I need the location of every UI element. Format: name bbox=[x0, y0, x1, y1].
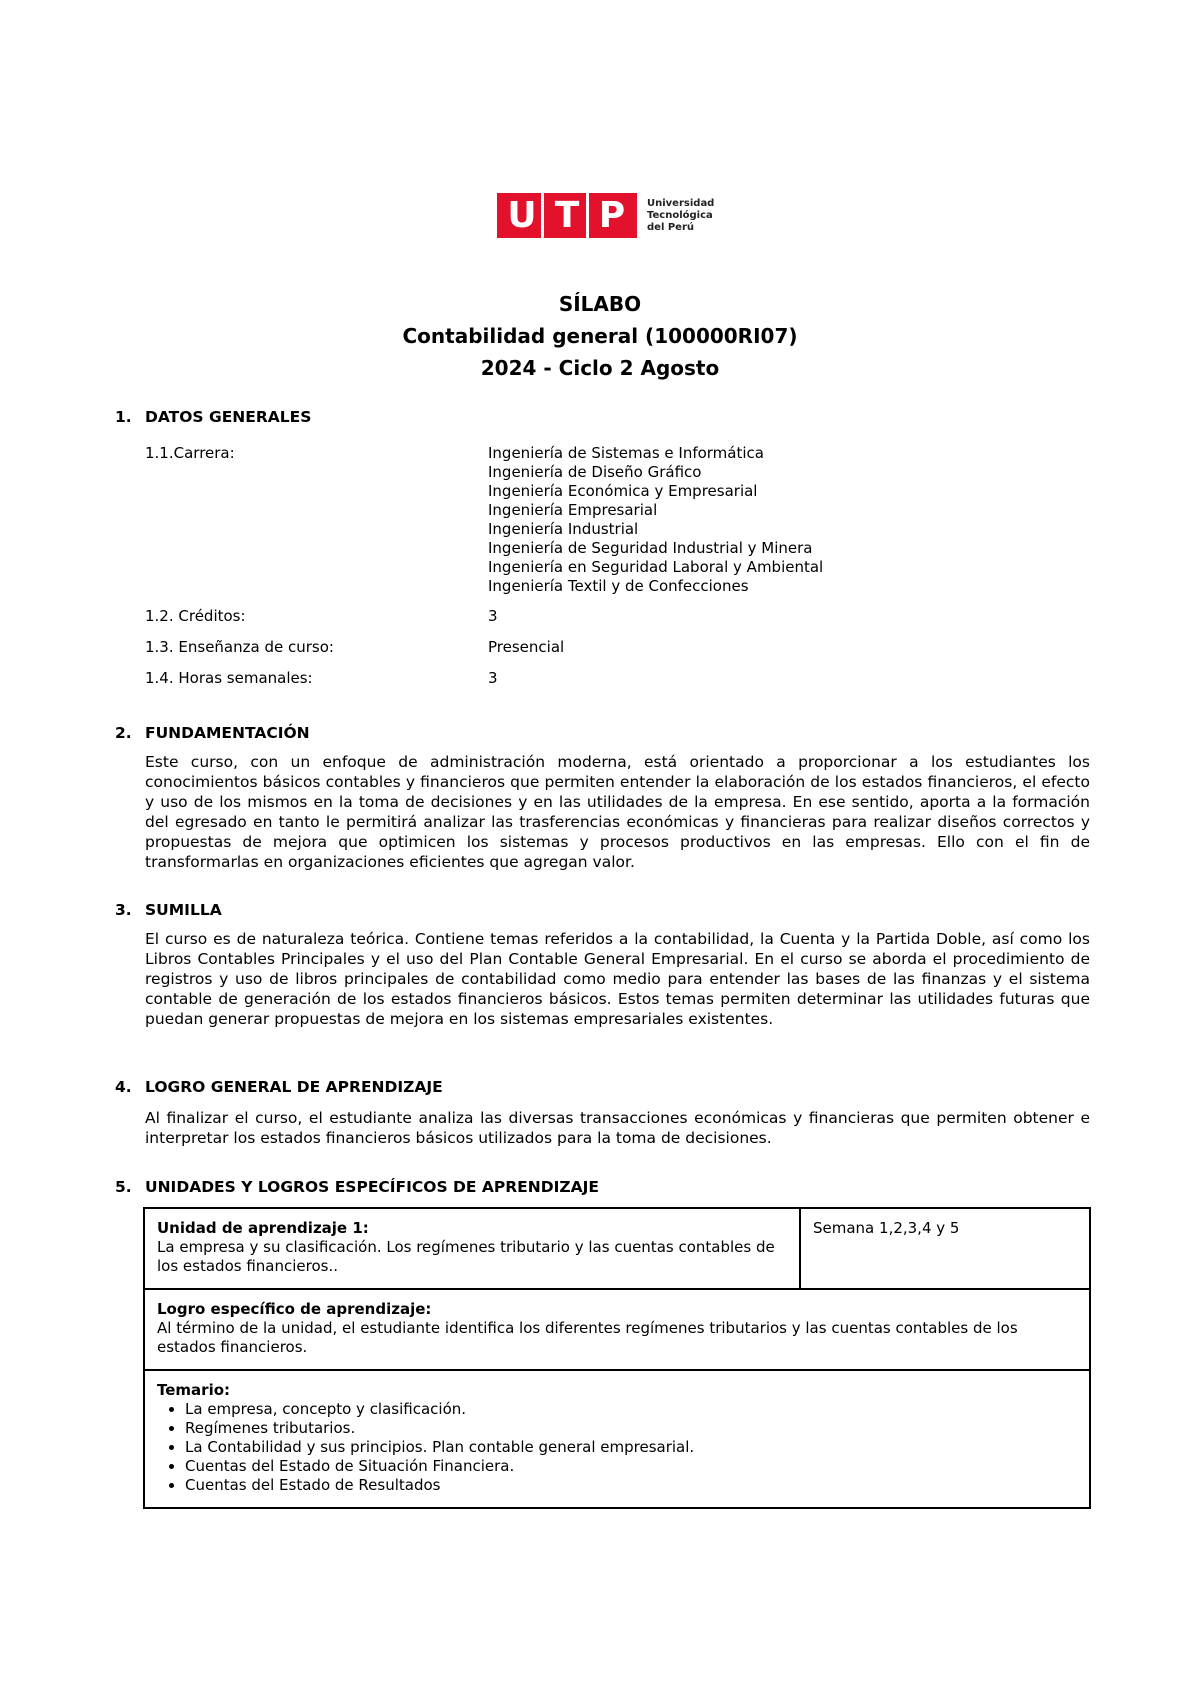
temario-list bbox=[157, 1400, 1077, 1495]
logro-title: Logro específico de aprendizaje: bbox=[157, 1300, 432, 1318]
title-silabo: SÍLABO bbox=[558, 292, 642, 316]
section-logro-general bbox=[115, 1078, 1090, 1148]
carrera-item: Ingeniería de Sistemas e Informática bbox=[488, 444, 764, 462]
creditos-row bbox=[145, 607, 1090, 626]
creditos-value: 3 bbox=[488, 607, 498, 625]
carrera-item: Ingeniería de Seguridad Industrial y Minera bbox=[488, 539, 813, 557]
unit-title: Unidad de aprendizaje 1: bbox=[157, 1219, 369, 1237]
section-title: FUNDAMENTACIÓN bbox=[145, 724, 310, 742]
fundamentacion-text: Este curso, con un enfoque de administración moderna, está orientado a proporcionar a los estudiantes los conocimientos básicos contables y financieros que permiten entender la elaboración de los estados financieros, el efecto y uso de los mismos en la toma de decisiones y en las utilidades de la empresa. En ese sentido, aporta a la formación del egresado en tanto le permitirá analizar las trasferencias económicas y financieras para realizar diseños correctos y propuestas de mejora que optimicen los sistemas y procesos productivos en las empresas. Ello con el fin de transformarlas en organizaciones eficientes que agregan valor. bbox=[145, 753, 1090, 871]
unit-table bbox=[143, 1207, 1091, 1509]
carrera-item: Ingeniería Textil y de Confecciones bbox=[488, 577, 749, 595]
section-number: 3. bbox=[115, 901, 132, 919]
logo-letter-p: P bbox=[593, 193, 631, 238]
temario-cell bbox=[144, 1370, 1090, 1508]
carrera-item: Ingeniería de Diseño Gráfico bbox=[488, 463, 702, 481]
temario-item: • Cuentas del Estado de Situación Financiera. bbox=[185, 1457, 1077, 1476]
logo-text-line: Universidad bbox=[647, 197, 715, 209]
logro-description: Al término de la unidad, el estudiante identifica los diferentes regímenes tributarios y las cuentas contables de los estados financieros. bbox=[157, 1319, 1018, 1356]
logo-text-line: del Perú bbox=[647, 221, 695, 233]
logo-letter-t: T bbox=[548, 193, 589, 238]
section-heading bbox=[115, 1078, 1090, 1096]
temario-item: • Cuentas del Estado de Resultados bbox=[185, 1476, 1077, 1495]
logro-general-text: Al finalizar el curso, el estudiante analiza las diversas transacciones económicas y financieras que permiten obtener e interpretar los estados financieros básicos utilizados para la toma de decisiones. bbox=[145, 1109, 1090, 1147]
logo-text-line: Tecnológica bbox=[647, 209, 713, 221]
document-title bbox=[0, 288, 1200, 384]
logo-letter-u: U bbox=[503, 193, 544, 238]
ensenanza-label: 1.3. Enseñanza de curso: bbox=[145, 638, 334, 656]
sumilla-text: El curso es de naturaleza teórica. Contiene temas referidos a la contabilidad, la Cuenta y la Partida Doble, así como los Libros Contables Principales y el uso del Plan Contable General Empresarial. En el curso se aborda el procedimiento de registros y uso de libros principales de contabilidad como medio para entender las bases de las finanzas y el sistema contable de generación de los estados financieros básicos. Estos temas permiten determinar las utilidades futuras que puedan generar propuestas de mejora en los sistemas empresariales existentes. bbox=[145, 930, 1090, 1028]
temario-title: Temario: bbox=[157, 1381, 231, 1399]
unit-row bbox=[144, 1208, 1090, 1289]
section-unidades bbox=[115, 1178, 1090, 1196]
section-title: LOGRO GENERAL DE APRENDIZAJE bbox=[145, 1078, 443, 1096]
unit-cell bbox=[144, 1208, 800, 1289]
carrera-row bbox=[145, 444, 1090, 596]
temario-item: • Regímenes tributarios. bbox=[185, 1419, 1077, 1438]
temario-item: • La Contabilidad y sus principios. Plan contable general empresarial. bbox=[185, 1438, 1077, 1457]
carrera-item: Ingeniería Empresarial bbox=[488, 501, 658, 519]
horas-value: 3 bbox=[488, 669, 498, 687]
section-title: DATOS GENERALES bbox=[145, 408, 312, 426]
section-number: 1. bbox=[115, 408, 132, 426]
carrera-item: Ingeniería Económica y Empresarial bbox=[488, 482, 758, 500]
temario-item: • La empresa, concepto y clasificación. bbox=[185, 1400, 1077, 1419]
logro-cell bbox=[144, 1289, 1090, 1370]
utp-logo-mark bbox=[497, 193, 637, 238]
section-fundamentacion bbox=[115, 724, 1090, 872]
logro-row bbox=[144, 1289, 1090, 1370]
section-heading bbox=[115, 724, 1090, 742]
section-datos-generales bbox=[115, 408, 1090, 688]
utp-logo bbox=[497, 193, 714, 238]
utp-logo-text bbox=[647, 198, 714, 234]
carrera-item: Ingeniería Industrial bbox=[488, 520, 639, 538]
carrera-list bbox=[488, 444, 823, 596]
title-cycle: 2024 - Ciclo 2 Agosto bbox=[480, 356, 720, 380]
semana-text: Semana 1,2,3,4 y 5 bbox=[813, 1219, 960, 1237]
ensenanza-row bbox=[145, 638, 1090, 657]
carrera-item: Ingeniería en Seguridad Laboral y Ambiental bbox=[488, 558, 824, 576]
unit-description: La empresa y su clasificación. Los regímenes tributario y las cuentas contables de los estados financieros.. bbox=[157, 1238, 775, 1275]
ensenanza-value: Presencial bbox=[488, 638, 565, 656]
section-title: SUMILLA bbox=[145, 901, 222, 919]
section-heading bbox=[115, 1178, 1090, 1196]
section-heading bbox=[115, 408, 1090, 426]
section-title: UNIDADES Y LOGROS ESPECÍFICOS DE APRENDIZAJE bbox=[145, 1178, 599, 1196]
creditos-label: 1.2. Créditos: bbox=[145, 607, 246, 625]
carrera-label: 1.1.Carrera: bbox=[145, 444, 235, 462]
semana-cell bbox=[800, 1208, 1090, 1289]
section-number: 5. bbox=[115, 1178, 132, 1196]
horas-label: 1.4. Horas semanales: bbox=[145, 669, 313, 687]
section-sumilla bbox=[115, 901, 1090, 1029]
section-number: 2. bbox=[115, 724, 132, 742]
section-heading bbox=[115, 901, 1090, 919]
title-course: Contabilidad general (100000RI07) bbox=[402, 324, 798, 348]
horas-row bbox=[145, 669, 1090, 688]
section-number: 4. bbox=[115, 1078, 132, 1096]
temario-row bbox=[144, 1370, 1090, 1508]
